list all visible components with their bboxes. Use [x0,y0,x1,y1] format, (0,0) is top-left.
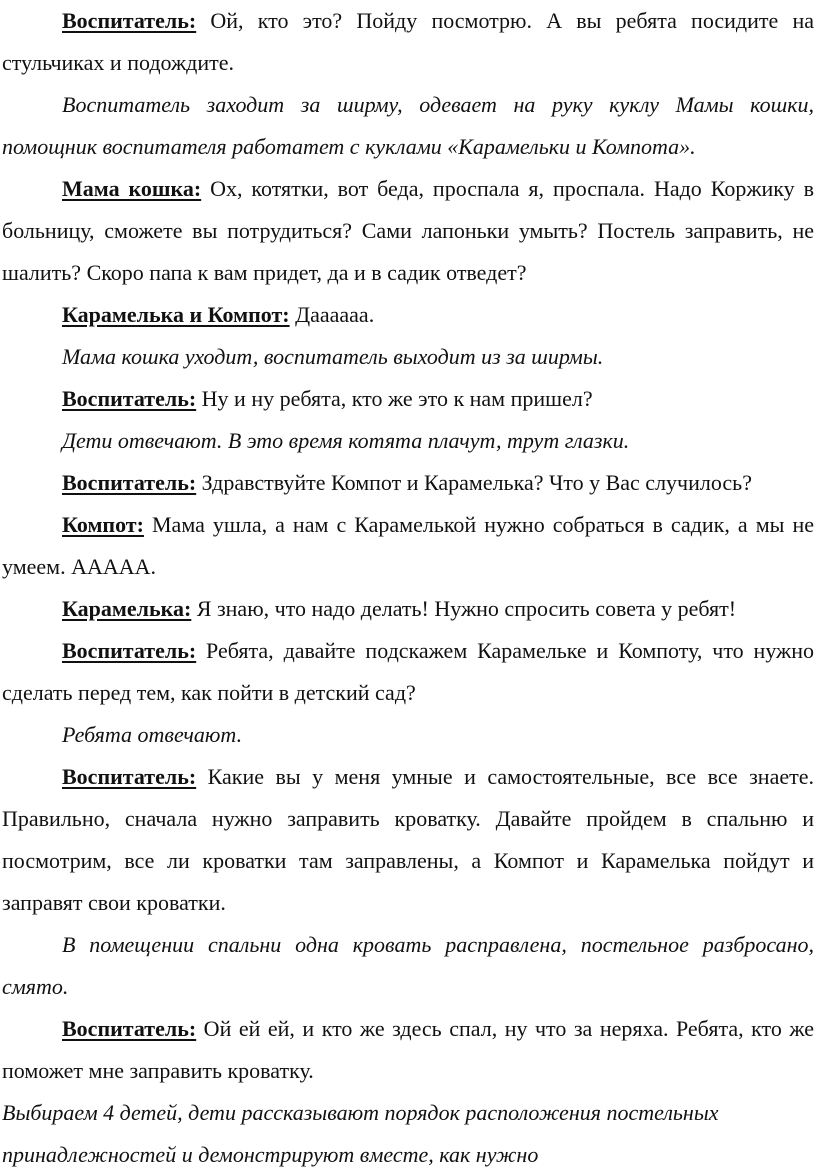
speaker-label: Воспитатель: [62,764,197,789]
dialogue-paragraph [2,1008,814,1092]
dialogue-text: Ох, котятки, вот беда, проспала я, проспала. Надо Коржику в больницу, сможете вы потрудиться? Сами лапоньки умыть? Постель заправить, не шалить? Скоро папа к вам придет, да и в садик отведет? [2,176,814,285]
speaker-label: Компот: [62,512,144,537]
dialogue-paragraph [2,630,814,714]
stage-direction-noindent: Выбираем 4 детей, дети рассказывают порядок расположения постельных принадлежностей и демонстрируют вместе, как нужно [2,1100,719,1167]
dialogue-text: Какие вы у меня умные и самостоятельные, все все знаете. Правильно, сначала нужно заправить кроватку. Давайте пройдем в спальню и посмотрим, все ли кроватки там заправлены, а Компот и Карамелька пойдут и заправят свои кроватки. [2,764,814,915]
stage-direction: Ребята отвечают. [62,722,243,747]
dialogue-paragraph [2,504,814,588]
dialogue-text: Ой, кто это? Пойду посмотрю. А вы ребята посидите на стульчиках и подождите. [2,8,814,75]
speaker-label: Воспитатель: [62,386,197,411]
stage-direction: Дети отвечают. В это время котята плачут, трут глазки. [62,428,630,453]
dialogue-text: Здравствуйте Компот и Карамелька? Что у Вас случилось? [196,470,752,495]
dialogue-text: Ребята, давайте подскажем Карамельке и Компоту, что нужно сделать перед тем, как пойти в детский сад? [2,638,814,705]
dialogue-paragraph [2,378,814,420]
speaker-label: Воспитатель: [62,638,197,663]
dialogue-paragraph [2,588,814,630]
speaker-label: Карамелька: [62,596,192,621]
stage-direction: В помещении спальни одна кровать расправлена, постельное разбросано, смято. [2,932,814,999]
dialogue-text: Ну и ну ребята, кто же это к нам пришел? [196,386,593,411]
dialogue-paragraph [2,168,814,294]
dialogue-paragraph [2,462,814,504]
dialogue-paragraph [2,756,814,924]
speaker-label: Воспитатель: [62,1016,197,1041]
dialogue-text: Я знаю, что надо делать! Нужно спросить совета у ребят! [191,596,737,621]
dialogue-paragraph [2,0,814,84]
speaker-label: Воспитатель: [62,470,197,495]
dialogue-text: Даааааа. [289,302,375,327]
stage-direction: Воспитатель заходит за ширму, одевает на руку куклу Мамы кошки, помощник воспитателя работатет с куклами «Карамельки и Компота». [2,92,814,159]
dialogue-paragraph [2,294,814,336]
stage-direction: Мама кошка уходит, воспитатель выходит из за ширмы. [62,344,604,369]
speaker-label: Воспитатель: [62,8,197,33]
speaker-label: Мама кошка: [62,176,202,201]
speaker-label: Карамелька и Компот: [62,302,290,327]
dialogue-text: Ой ей ей, и кто же здесь спал, ну что за неряха. Ребята, кто же поможет мне заправить кроватку. [2,1016,814,1083]
dialogue-text: Мама ушла, а нам с Карамелькой нужно собраться в садик, а мы не умеем. ААААА. [2,512,814,579]
